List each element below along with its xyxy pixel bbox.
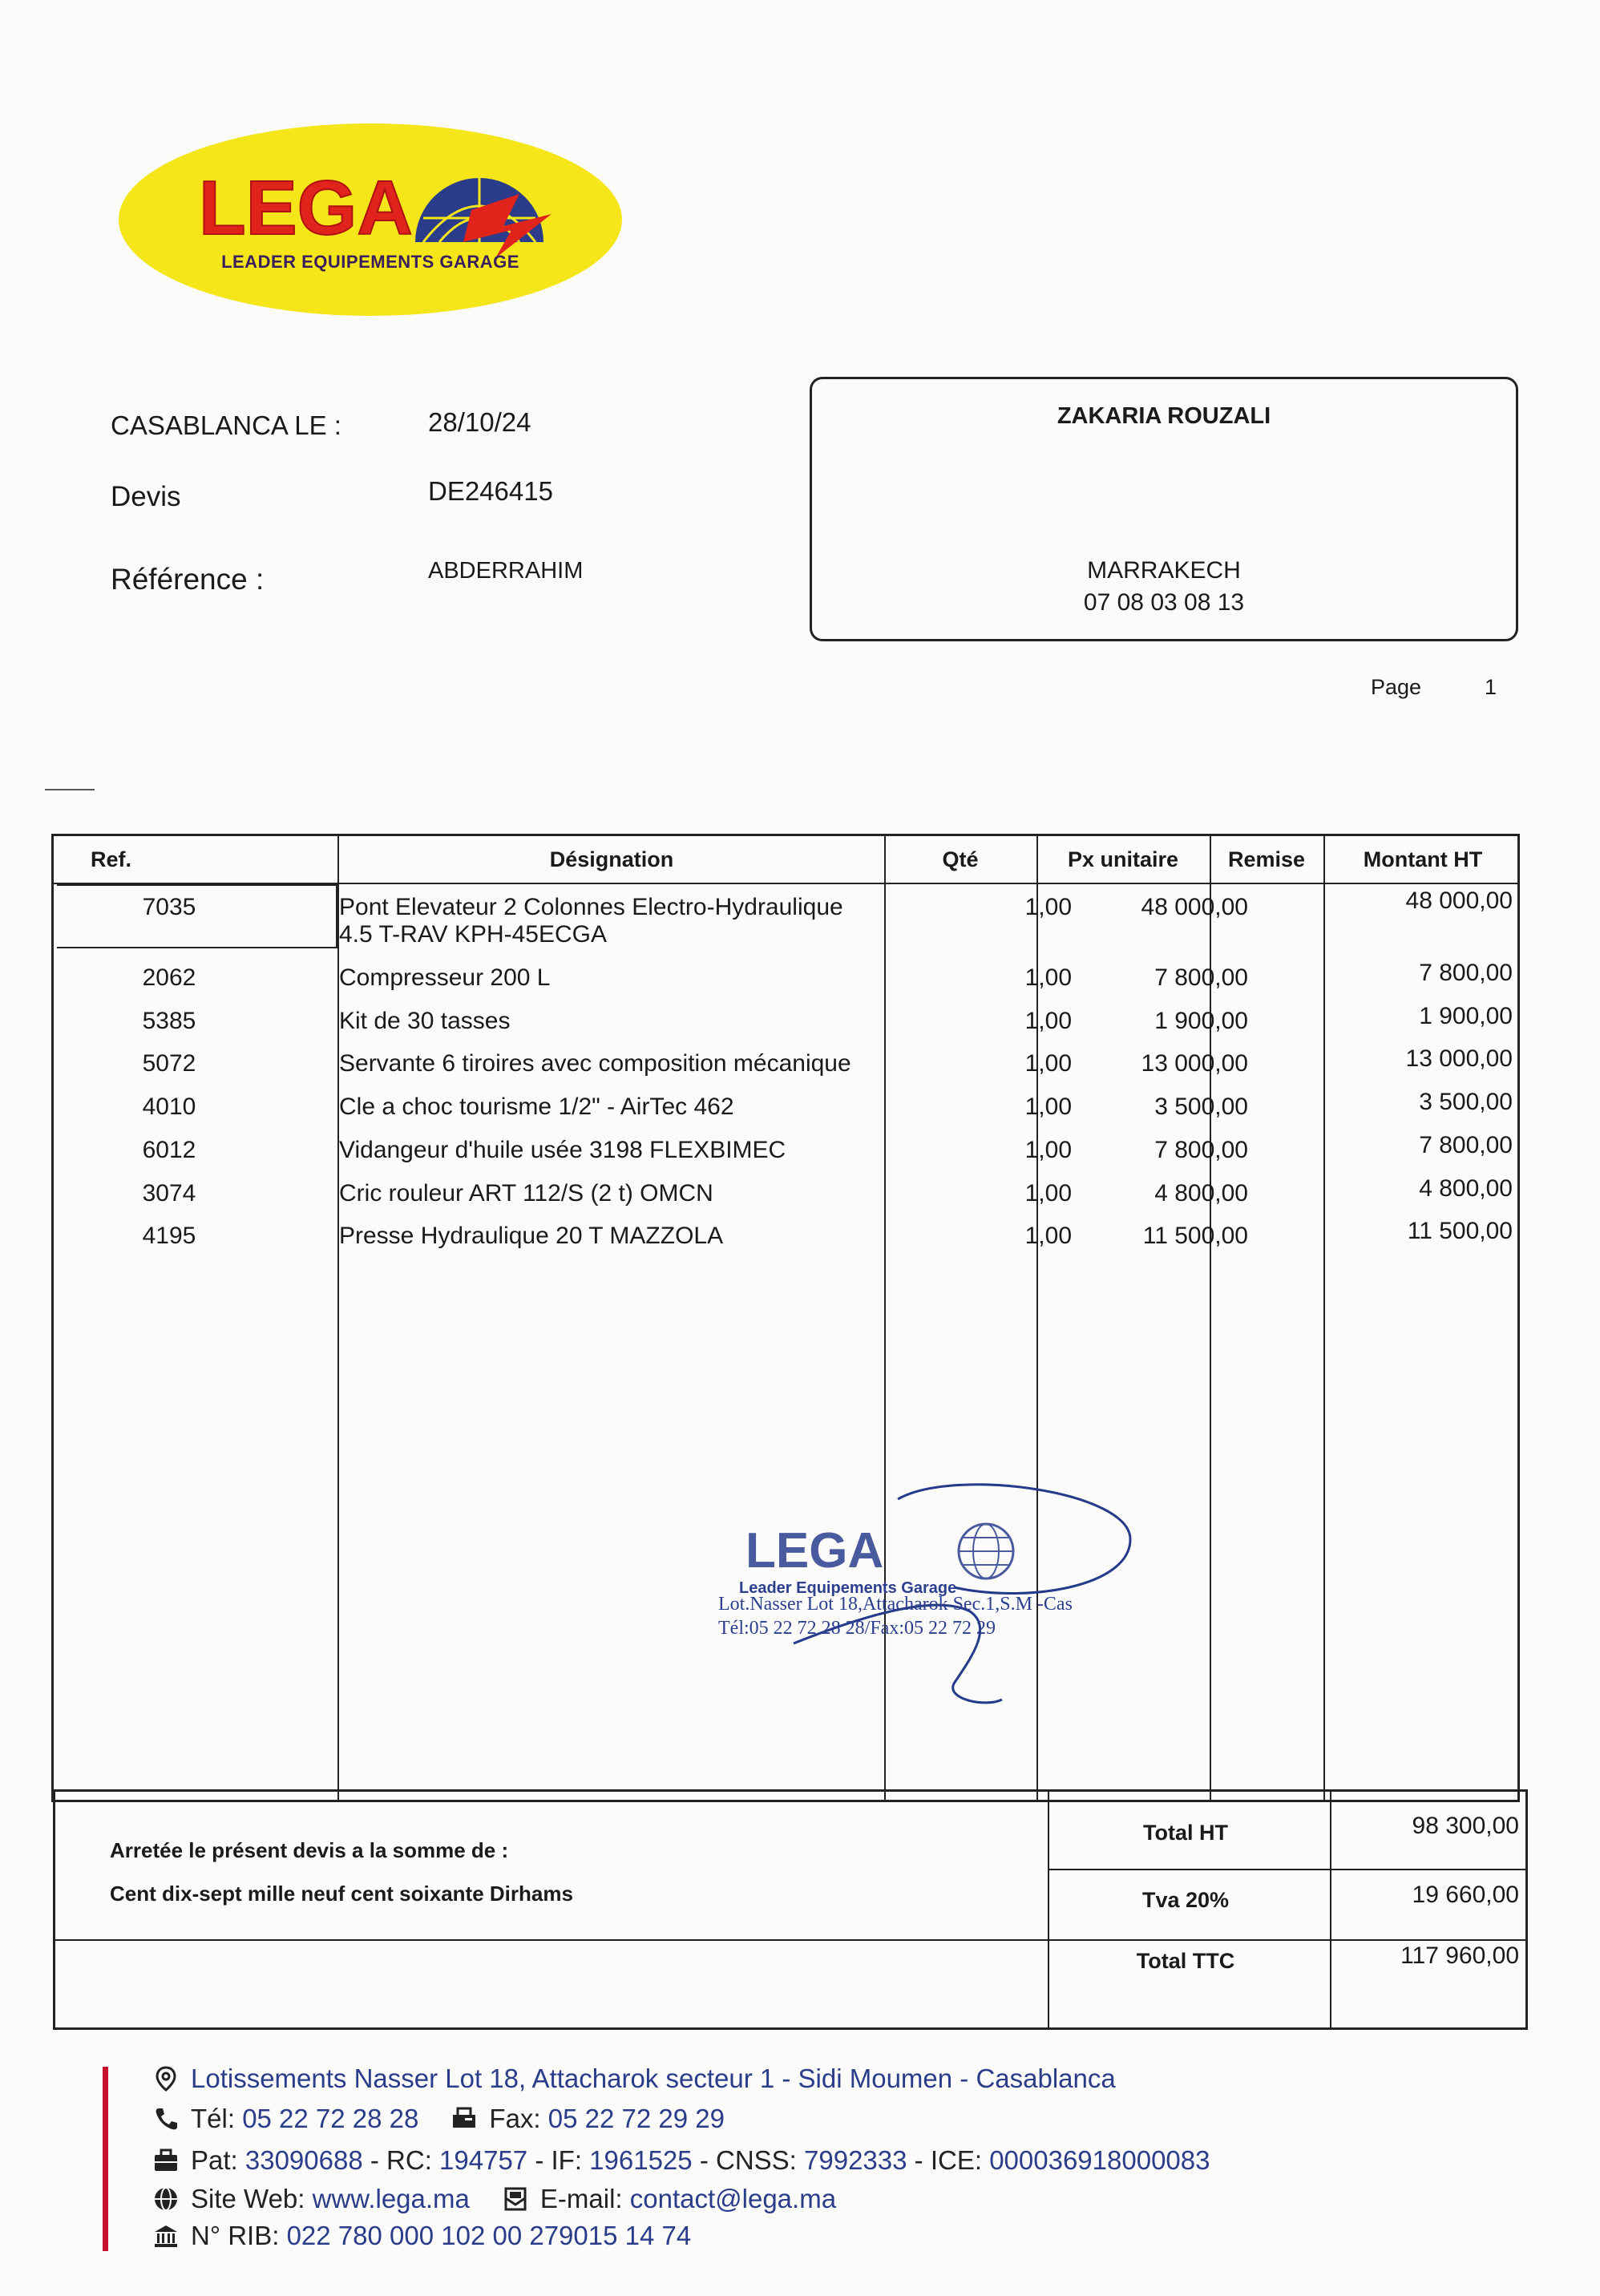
rib-value: 022 780 000 102 00 279015 14 74 [286,2221,692,2250]
row-unit-price: 11 500,00 [1142,1223,1248,1249]
email-label: E-mail: [539,2184,623,2213]
row-unit-price: 3 500,00 [1154,1093,1248,1120]
location-pin-icon [152,2065,180,2092]
row-amount: 4 800,00 [1419,1175,1513,1202]
footer-address: Lotissements Nasser Lot 18, Attacharok secteur 1 - Sidi Moumen - Casablanca [191,2064,1116,2093]
email-icon [502,2185,529,2213]
rc-value: 194757 [439,2145,528,2175]
row-designation [339,894,932,948]
row-unit-price: 13 000,00 [1141,1050,1248,1077]
rib-label: N° RIB: [191,2221,280,2250]
web-value[interactable]: www.lega.ma [312,2184,470,2213]
row-amount: 48 000,00 [1405,887,1513,914]
logo-brand: LEGA [199,165,413,251]
totals-row-divider [1048,1869,1525,1870]
col-header-amount: Montant HT [1363,847,1483,871]
total-ttc-value: 117 960,00 [1400,1942,1519,1969]
row-unit-price: 48 000,00 [1141,894,1248,920]
row-unit-price: 7 800,00 [1154,1137,1248,1163]
row-designation: Compresseur 200 L [339,964,551,991]
col-divider [1323,836,1325,1800]
stamp-brand: LEGA [745,1523,884,1578]
total-ht-label: Total HT [1143,1821,1228,1845]
divider [45,789,95,790]
stamp-globe-icon [959,1524,1013,1578]
logo-graphic [119,122,622,317]
fax-label: Fax: [489,2104,541,2133]
row-amount: 13 000,00 [1405,1045,1513,1072]
company-logo [119,122,622,317]
signature-stroke [898,1485,1130,1594]
total-ttc-label: Total TTC [1136,1949,1235,1973]
row-qty: 1,00 [1024,1180,1072,1207]
row-qty: 1,00 [1024,1008,1072,1034]
phone-icon [152,2105,180,2132]
row-amount: 7 800,00 [1419,960,1513,986]
pat-label: Pat: [191,2145,238,2175]
fax-icon [451,2105,478,2132]
row-unit-price: 4 800,00 [1154,1180,1248,1207]
designation-line-2: 4.5 T-RAV KPH-45ECGA [339,921,608,948]
row-ref: 5072 [142,1050,196,1077]
row-qty: 1,00 [1024,1137,1072,1163]
row-qty: 1,00 [1024,964,1072,991]
bank-icon [152,2222,180,2250]
row-amount: 3 500,00 [1419,1089,1513,1115]
row-qty: 1,00 [1024,894,1072,920]
ice-label: - ICE: [914,2145,983,2175]
client-city: MARRAKECH [1087,557,1241,584]
row-designation: Presse Hydraulique 20 T MAZZOLA [339,1223,724,1249]
designation-line: Pont Elevateur 2 Colonnes Electro-Hydraulique [339,894,843,920]
tva-value: 19 660,00 [1412,1882,1519,1908]
devis-label: Devis [111,481,181,512]
total-ht-value: 98 300,00 [1412,1813,1519,1839]
ice-value: 000036918000083 [989,2145,1210,2175]
footer-legal-line [152,2145,1210,2176]
city-date-label: CASABLANCA LE : [111,410,341,440]
col-header-unit-price: Px unitaire [1067,847,1179,871]
row-designation: Cle a choc tourisme 1/2" - AirTec 462 [339,1093,734,1120]
tva-label: Tva 20% [1141,1888,1230,1912]
row-designation: Cric rouleur ART 112/S (2 t) OMCN [339,1180,713,1207]
logo-tagline: LEADER EQUIPEMENTS GARAGE [221,252,519,272]
stamp-phone: Tél:05 22 72 28 28/Fax:05 22 72 29 [718,1618,996,1639]
row-unit-price: 1 900,00 [1154,1008,1248,1034]
stamp-address: Lot.Nasser Lot 18,Attacharok Sec.1,S.M -Cas [718,1594,1073,1615]
col-header-qty: Qté [942,847,979,871]
devis-date: 28/10/24 [428,407,531,437]
row-ref: 5385 [142,1008,196,1034]
email-value[interactable]: contact@lega.ma [629,2184,837,2213]
row-ref: 4195 [142,1223,196,1249]
tel-value: 05 22 72 28 28 [242,2104,419,2133]
reference-label: Référence : [111,563,265,596]
footer-phone-line [152,2104,725,2134]
row-qty: 1,00 [1024,1050,1072,1077]
web-label: Site Web: [191,2184,305,2213]
row-amount: 7 800,00 [1419,1132,1513,1158]
row-unit-price: 7 800,00 [1154,964,1248,991]
row-ref: 3074 [142,1180,196,1207]
row-designation: Kit de 30 tasses [339,1008,511,1034]
client-box [810,377,1518,641]
totals-divider [1330,1792,1331,2029]
if-label: - IF: [535,2145,582,2175]
col-header-ref: Ref. [91,847,132,871]
stamp-tagline: Leader Equipements Garage [739,1579,957,1597]
cnss-label: - CNSS: [699,2145,797,2175]
client-name: ZAKARIA ROUZALI [1057,403,1271,429]
col-header-discount: Remise [1227,847,1306,871]
devis-number: DE246415 [428,476,553,506]
footer-rib-line [152,2221,691,2251]
row-amount: 1 900,00 [1419,1003,1513,1029]
rc-label: - RC: [370,2145,432,2175]
page-label: Page [1371,675,1422,699]
amount-in-words-label: Arretée le présent devis a la somme de : [110,1838,509,1862]
row-ref: 6012 [142,1137,196,1163]
row-qty: 1,00 [1024,1093,1072,1120]
if-value: 1961525 [589,2145,693,2175]
col-header-designation: Désignation [549,847,674,871]
fax-value: 05 22 72 29 29 [547,2104,725,2133]
cnss-value: 7992333 [804,2145,907,2175]
row-ref: 2062 [142,964,196,991]
row-amount: 11 500,00 [1407,1218,1513,1244]
row-ref: 4010 [142,1093,196,1120]
totals-row-divider [55,1939,1525,1941]
row-ref: 7035 [142,894,196,920]
briefcase-icon [152,2147,180,2174]
footer-address-line [152,2064,1116,2094]
row-qty: 1,00 [1024,1223,1072,1249]
totals-section [53,1789,1528,2030]
footer-web-line [152,2184,836,2214]
row-designation: Vidangeur d'huile usée 3198 FLEXBIMEC [339,1137,786,1163]
row-designation: Servante 6 tiroires avec composition mécanique [339,1050,851,1077]
reference-value: ABDERRAHIM [428,558,584,584]
amount-in-words: Cent dix-sept mille neuf cent soixante Dirhams [110,1882,573,1906]
client-phone: 07 08 03 08 13 [1083,589,1245,616]
pat-value: 33090688 [244,2145,363,2175]
tel-label: Tél: [191,2104,236,2133]
footer-accent-bar [103,2067,108,2251]
globe-icon [152,2185,180,2213]
page-number: 1 [1485,675,1497,699]
